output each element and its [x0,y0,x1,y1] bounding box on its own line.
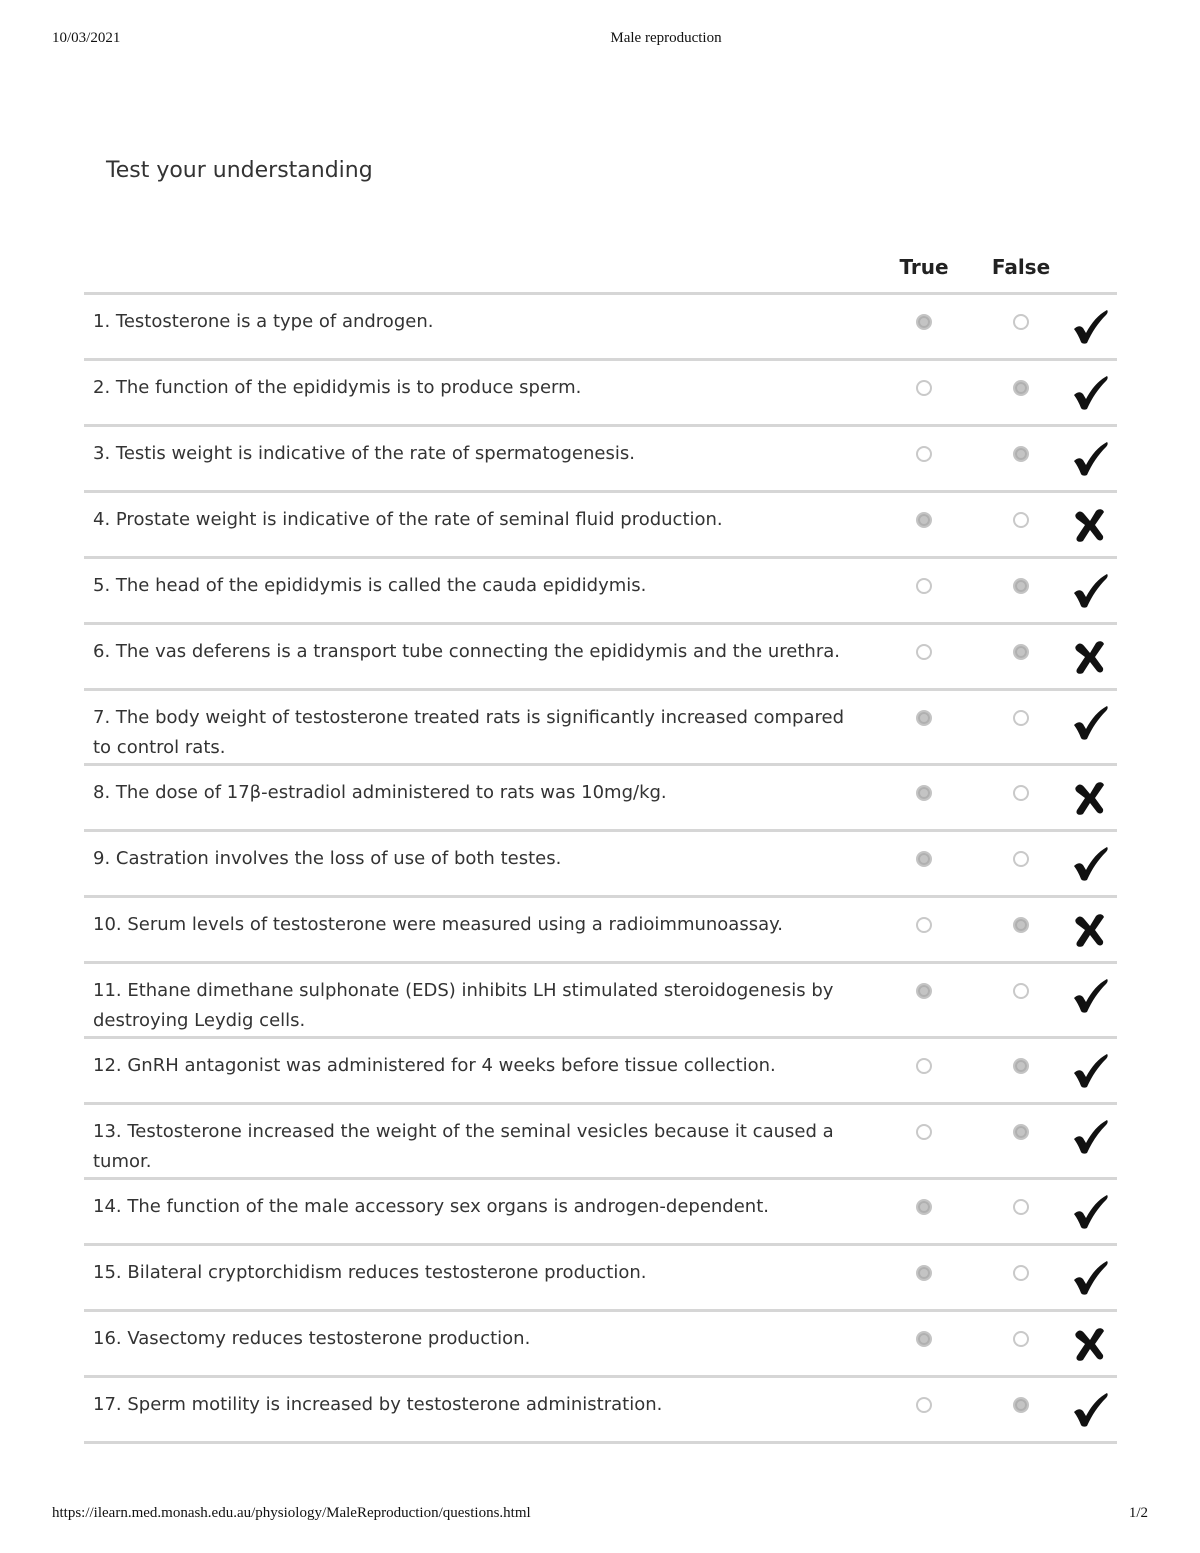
false-radio[interactable] [1013,512,1029,528]
question-table [84,292,1117,1444]
question-row-9 [84,832,1117,898]
false-radio[interactable] [1013,446,1029,462]
correct-icon [1070,571,1110,611]
question-text: 3. Testis weight is indicative of the rate of spermatogenesis. [93,443,635,464]
false-radio[interactable] [1013,1331,1029,1347]
print-title: Male reproduction [610,30,722,46]
correct-icon [1070,373,1110,413]
page-title: Test your understanding [106,158,373,183]
true-radio[interactable] [916,1199,932,1215]
false-radio[interactable] [1013,710,1029,726]
true-radio[interactable] [916,380,932,396]
correct-icon [1070,976,1110,1016]
correct-icon [1070,307,1110,347]
incorrect-icon [1070,637,1110,677]
false-radio[interactable] [1013,1397,1029,1413]
question-text: 2. The function of the epididymis is to produce sperm. [93,377,582,398]
correct-icon [1070,1051,1110,1091]
question-row-4 [84,493,1117,559]
correct-icon [1070,1192,1110,1232]
page-number: 1/2 [1128,1505,1148,1521]
true-radio[interactable] [916,785,932,801]
false-radio[interactable] [1013,380,1029,396]
correct-icon [1070,1117,1110,1157]
print-url: https://ilearn.med.monash.edu.au/physiology/MaleReproduction/questions.html [52,1505,531,1521]
column-header-false: False [991,255,1051,279]
question-text: 13. Testosterone increased the weight of the seminal vesicles because it caused a tumor. [93,1121,834,1172]
true-radio[interactable] [916,851,932,867]
true-radio[interactable] [916,1124,932,1140]
print-date: 10/03/2021 [52,30,121,46]
correct-icon [1070,1390,1110,1430]
correct-icon [1070,1258,1110,1298]
incorrect-icon [1070,1324,1110,1364]
question-row-1 [84,295,1117,361]
question-text: 16. Vasectomy reduces testosterone production. [93,1328,531,1349]
question-row-17 [84,1378,1117,1444]
question-row-15 [84,1246,1117,1312]
question-row-16 [84,1312,1117,1378]
column-header-true: True [899,255,949,279]
false-radio[interactable] [1013,1124,1029,1140]
question-text: 4. Prostate weight is indicative of the rate of seminal fluid production. [93,509,723,530]
true-radio[interactable] [916,644,932,660]
question-row-13 [84,1105,1117,1180]
false-radio[interactable] [1013,314,1029,330]
question-text: 9. Castration involves the loss of use of both testes. [93,848,562,869]
incorrect-icon [1070,910,1110,950]
true-radio[interactable] [916,314,932,330]
incorrect-icon [1070,505,1110,545]
correct-icon [1070,844,1110,884]
true-radio[interactable] [916,512,932,528]
question-row-6 [84,625,1117,691]
question-text: 14. The function of the male accessory sex organs is androgen-dependent. [93,1196,769,1217]
question-row-2 [84,361,1117,427]
question-row-10 [84,898,1117,964]
question-text: 11. Ethane dimethane sulphonate (EDS) inhibits LH stimulated steroidogenesis by destroying Leydig cells. [93,980,834,1031]
question-text: 8. The dose of 17β-estradiol administered to rats was 10mg/kg. [93,782,667,803]
false-radio[interactable] [1013,917,1029,933]
question-text: 7. The body weight of testosterone treated rats is significantly increased compared to control rats. [93,707,844,758]
question-text: 10. Serum levels of testosterone were measured using a radioimmunoassay. [93,914,783,935]
question-text: 17. Sperm motility is increased by testosterone administration. [93,1394,663,1415]
question-row-11 [84,964,1117,1039]
correct-icon [1070,703,1110,743]
question-row-7 [84,691,1117,766]
question-row-8 [84,766,1117,832]
question-text: 1. Testosterone is a type of androgen. [93,311,434,332]
false-radio[interactable] [1013,1199,1029,1215]
incorrect-icon [1070,778,1110,818]
question-row-14 [84,1180,1117,1246]
question-row-5 [84,559,1117,625]
false-radio[interactable] [1013,1265,1029,1281]
false-radio[interactable] [1013,644,1029,660]
question-row-3 [84,427,1117,493]
true-radio[interactable] [916,983,932,999]
false-radio[interactable] [1013,851,1029,867]
false-radio[interactable] [1013,785,1029,801]
true-radio[interactable] [916,446,932,462]
question-text: 5. The head of the epididymis is called the cauda epididymis. [93,575,647,596]
true-radio[interactable] [916,1058,932,1074]
question-text: 12. GnRH antagonist was administered for 4 weeks before tissue collection. [93,1055,776,1076]
question-text: 15. Bilateral cryptorchidism reduces testosterone production. [93,1262,647,1283]
false-radio[interactable] [1013,578,1029,594]
question-row-12 [84,1039,1117,1105]
false-radio[interactable] [1013,983,1029,999]
true-radio[interactable] [916,1331,932,1347]
true-radio[interactable] [916,578,932,594]
true-radio[interactable] [916,710,932,726]
question-text: 6. The vas deferens is a transport tube connecting the epididymis and the urethra. [93,641,840,662]
true-radio[interactable] [916,1265,932,1281]
false-radio[interactable] [1013,1058,1029,1074]
true-radio[interactable] [916,917,932,933]
true-radio[interactable] [916,1397,932,1413]
correct-icon [1070,439,1110,479]
